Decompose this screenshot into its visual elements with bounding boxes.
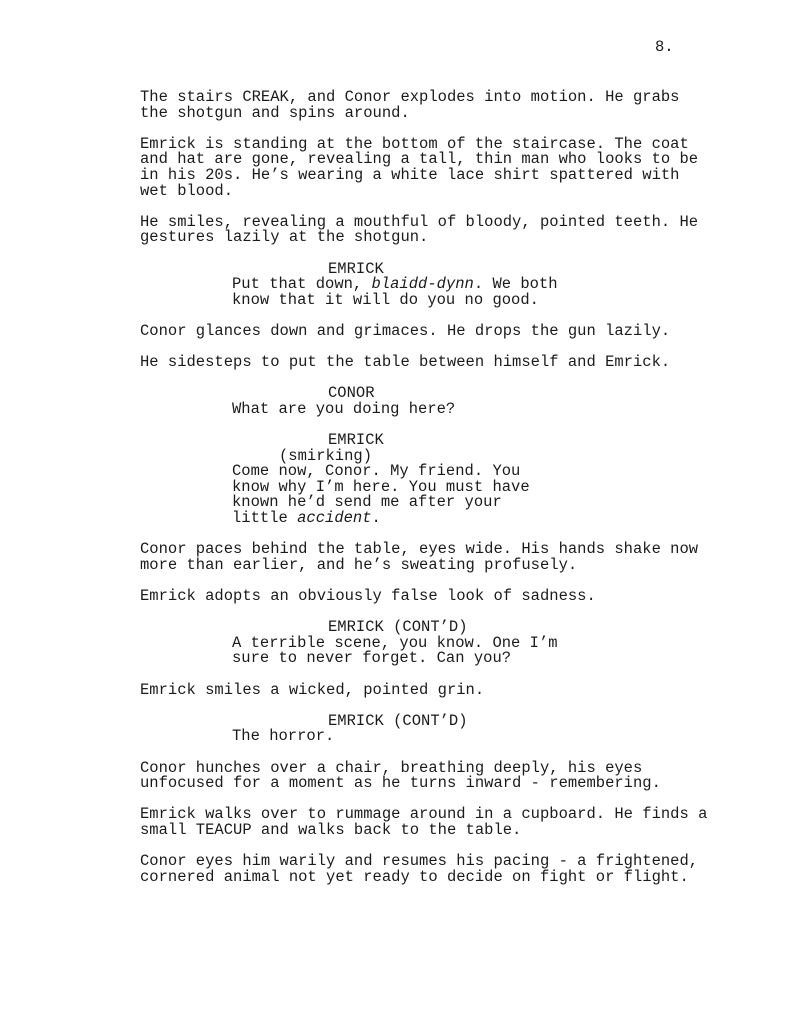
- script-line: know why I’m here. You must have: [232, 477, 530, 496]
- action-block: [140, 355, 791, 371]
- dialogue-block: [232, 277, 791, 308]
- script-line: cornered animal not yet ready to decide on fight or flight.: [140, 867, 689, 886]
- script-line: EMRICK (CONT’D): [328, 711, 468, 730]
- script-line: The stairs CREAK, and Conor explodes into motion. He grabs: [140, 88, 680, 106]
- script-line: small TEACUP and walks back to the table.: [140, 820, 522, 839]
- script-line: Conor eyes him warily and resumes his pacing - a frightened,: [140, 852, 699, 871]
- script-line: Emrick smiles a wicked, pointed grin.: [140, 680, 485, 699]
- script-line: in his 20s. He’s wearing a white lace shirt spattered with: [140, 165, 680, 184]
- script-content: [0, 90, 791, 885]
- script-line: and hat are gone, revealing a tall, thin man who looks to be: [140, 150, 699, 169]
- script-line: (smirking): [279, 446, 373, 465]
- script-line: He sidesteps to put the table between himself and Emrick.: [140, 353, 671, 372]
- script-line: Come now, Conor. My friend. You: [232, 462, 521, 481]
- script-line: unfocused for a moment as he turns inward - remembering.: [140, 774, 661, 793]
- script-line: Conor glances down and grimaces. He drops the gun lazily.: [140, 321, 671, 340]
- character-cue: [328, 433, 791, 449]
- script-line: EMRICK: [328, 431, 384, 450]
- script-line: gestures lazily at the shotgun.: [140, 228, 429, 247]
- script-line: Put that down, blaidd-dynn. We both: [232, 275, 558, 294]
- action-block: [140, 134, 791, 200]
- action-block: [140, 758, 791, 793]
- script-line: He smiles, revealing a mouthful of bloody, pointed teeth. He: [140, 212, 699, 231]
- script-line: The horror.: [232, 727, 335, 746]
- script-line: sure to never forget. Can you?: [232, 649, 512, 668]
- action-block: [140, 854, 791, 885]
- script-line: Emrick adopts an obviously false look of sadness.: [140, 587, 596, 605]
- action-block: [140, 807, 791, 838]
- script-line: wet blood.: [140, 181, 234, 200]
- action-block: [140, 212, 791, 247]
- action-block: [140, 589, 791, 605]
- dialogue-block: [232, 633, 791, 668]
- script-line: EMRICK: [328, 259, 384, 278]
- script-line: CONOR: [328, 384, 375, 403]
- script-line: Emrick is standing at the bottom of the staircase. The coat: [140, 134, 689, 153]
- script-line: Conor hunches over a chair, breathing deeply, his eyes: [140, 758, 643, 777]
- script-line: known he’d send me after your: [232, 493, 502, 512]
- script-line: Conor paces behind the table, eyes wide. His hands shake now: [140, 540, 699, 559]
- page-number: 8.: [655, 38, 674, 56]
- dialogue-block: [232, 464, 791, 526]
- script-line: the shotgun and spins around.: [140, 103, 410, 122]
- script-line: A terrible scene, you know. One I’m: [232, 633, 558, 652]
- action-block: [140, 680, 791, 699]
- dialogue-block: [232, 729, 791, 745]
- action-block: [140, 542, 791, 573]
- dialogue-block: [232, 399, 791, 418]
- script-line: know that it will do you no good.: [232, 290, 539, 309]
- script-line: more than earlier, and he’s sweating profusely.: [140, 555, 578, 574]
- action-block: [140, 90, 791, 121]
- script-line: Emrick walks over to rummage around in a cupboard. He finds a: [140, 805, 708, 824]
- action-block: [140, 321, 791, 340]
- script-line: What are you doing here?: [232, 399, 456, 418]
- script-line: EMRICK (CONT’D): [328, 618, 468, 637]
- script-line: little accident.: [232, 509, 381, 528]
- character-cue: [328, 711, 791, 730]
